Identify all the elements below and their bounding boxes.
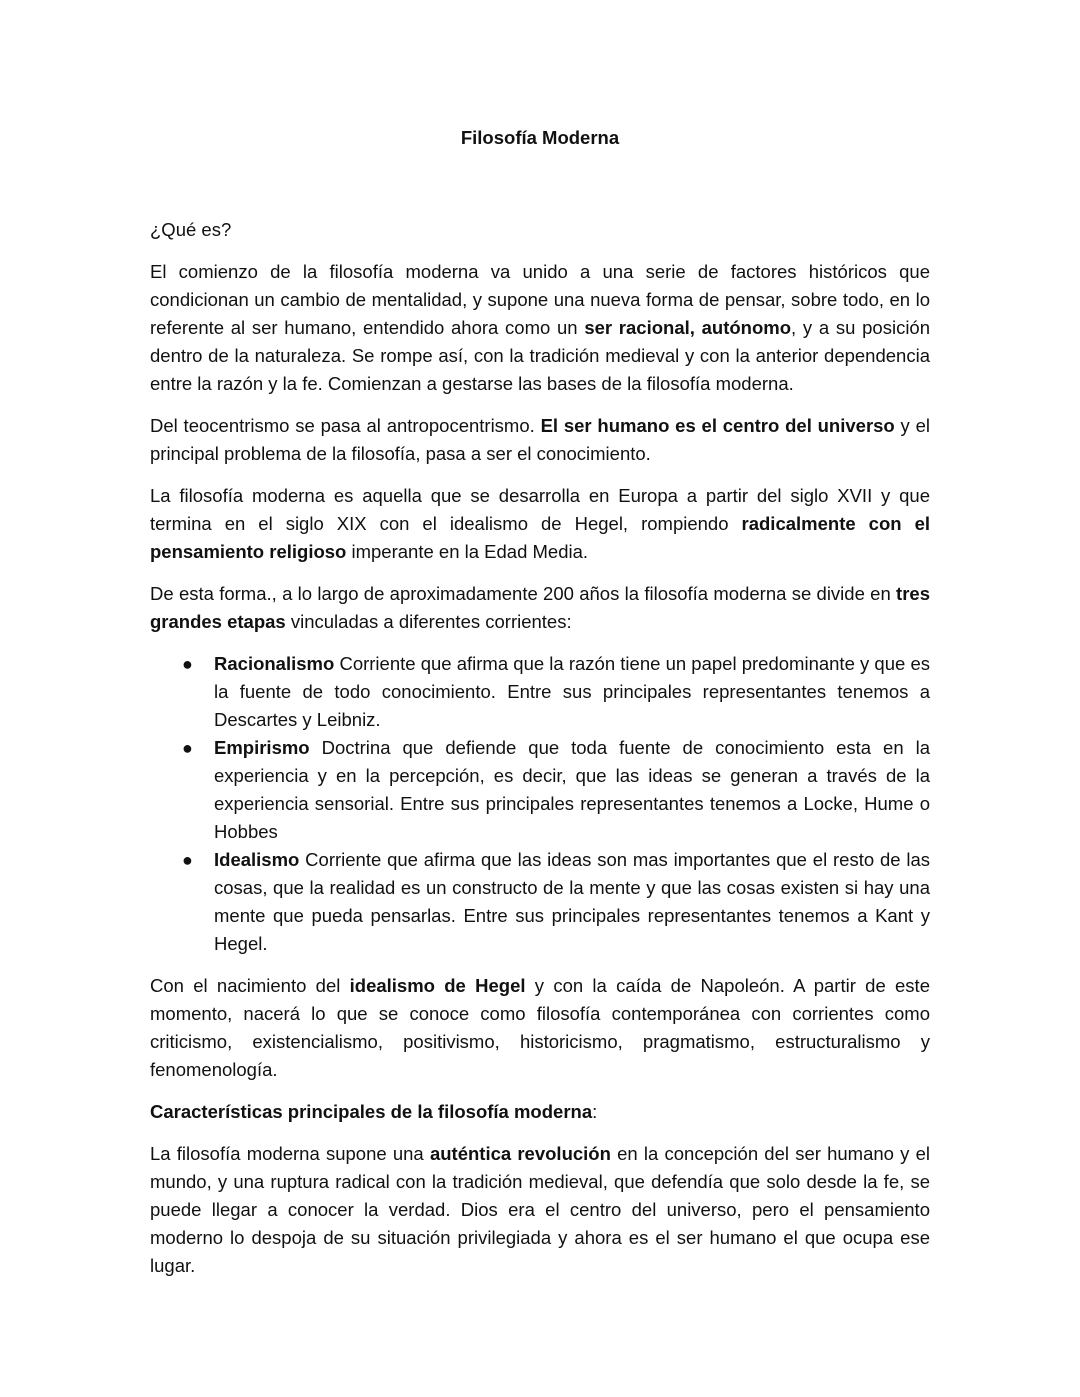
stage-description: Doctrina que defiende que toda fuente de conocimiento esta en la experiencia y en la percepción, es decir, que las ideas se generan a través de la experiencia sensorial. Entre sus principales representantes tenemos a Locke, Hume o Hobbes — [214, 737, 930, 842]
anthropocentrism-paragraph-text-2: y el principal problema de la filosofía, pasa a ser el conocimiento. — [150, 415, 930, 464]
intro-paragraph — [150, 258, 930, 398]
list-item — [182, 650, 930, 734]
definition-paragraph — [150, 482, 930, 566]
stage-term: Empirismo — [214, 737, 310, 758]
anthropocentrism-paragraph-bold: El ser humano es el centro del universo — [540, 415, 895, 436]
stages-intro-text-2: vinculadas a diferentes corrientes: — [285, 611, 572, 632]
stage-description: Corriente que afirma que la razón tiene un papel predominante y que es la fuente de todo conocimiento. Entre sus principales representantes tenemos a Descartes y Leibniz. — [214, 653, 930, 730]
anthropocentrism-paragraph-text-1: Del teocentrismo se pasa al antropocentrismo. — [150, 415, 541, 436]
characteristics-heading — [150, 1098, 930, 1126]
stage-description: Corriente que afirma que las ideas son mas importantes que el resto de las cosas, que la realidad es un constructo de la mente y que las cosas existen si hay una mente que pueda pensarlas. Entre sus principales representantes tenemos a Kant y Hegel. — [214, 849, 930, 954]
revolution-paragraph-text-2: en la concepción del ser humano y el mundo, y una ruptura radical con la tradición medieval, que defendía que solo desde la fe, se puede llegar a conocer la verdad. Dios era el centro del universo, pero el pensamiento moderno lo despoja de su situación privilegiada y ahora es el ser humano el que ocupa ese lugar. — [150, 1143, 931, 1276]
intro-paragraph-text-2: , y a su posición dentro de la naturaleza. Se rompe así, con la tradición medieval y con la anterior dependencia entre la razón y la fe. Comienzan a gestarse las bases de la filosofía moderna. — [150, 317, 931, 394]
anthropocentrism-paragraph — [150, 412, 930, 468]
bullet-icon: ● — [182, 654, 193, 674]
hegel-paragraph-bold: idealismo de Hegel — [349, 975, 526, 996]
revolution-paragraph-bold: auténtica revolución — [429, 1143, 611, 1164]
characteristics-heading-colon: : — [592, 1101, 598, 1122]
intro-paragraph-bold: ser racional, autónomo — [584, 317, 792, 338]
definition-paragraph-text-2: imperante en la Edad Media. — [346, 541, 589, 562]
definition-paragraph-text-1: La filosofía moderna es aquella que se desarrolla en Europa a partir del siglo XVII y que termina en el siglo XIX con el idealismo de Hegel, rompiendo — [150, 485, 930, 534]
characteristics-heading-bold: Características principales de la filosofía moderna — [150, 1101, 593, 1122]
stages-intro-paragraph — [150, 580, 930, 636]
stages-list — [150, 650, 930, 958]
list-item — [182, 734, 930, 846]
definition-paragraph-bold: radicalmente con el pensamiento religioso — [150, 513, 930, 562]
document-page — [150, 124, 930, 1294]
intro-paragraph-text-1: El comienzo de la filosofía moderna va unido a una serie de factores históricos que condicionan un cambio de mentalidad, y supone una nueva forma de pensar, sobre todo, en lo referente al ser humano, entendido ahora como un — [150, 261, 930, 338]
revolution-paragraph — [150, 1140, 930, 1280]
stages-intro-text-1: De esta forma., a lo largo de aproximadamente 200 años la filosofía moderna se divide en — [150, 583, 897, 604]
question-heading: ¿Qué es? — [150, 219, 232, 240]
hegel-paragraph-text-2: y con la caída de Napoleón. A partir de este momento, nacerá lo que se conoce como filosofía contemporánea con corrientes como criticismo, existencialismo, positivismo, historicismo, pragmatismo, estructuralismo y fenomenología. — [150, 975, 930, 1080]
hegel-paragraph — [150, 972, 930, 1084]
stage-term: Idealismo — [214, 849, 300, 870]
stages-intro-bold: tres grandes etapas — [150, 583, 930, 632]
hegel-paragraph-text-1: Con el nacimiento del — [150, 975, 350, 996]
stage-term: Racionalismo — [214, 653, 335, 674]
revolution-paragraph-text-1: La filosofía moderna supone una — [150, 1143, 430, 1164]
list-item — [182, 846, 930, 958]
bullet-icon: ● — [182, 850, 193, 870]
bullet-icon: ● — [182, 738, 193, 758]
document-title: Filosofía Moderna — [460, 127, 620, 148]
